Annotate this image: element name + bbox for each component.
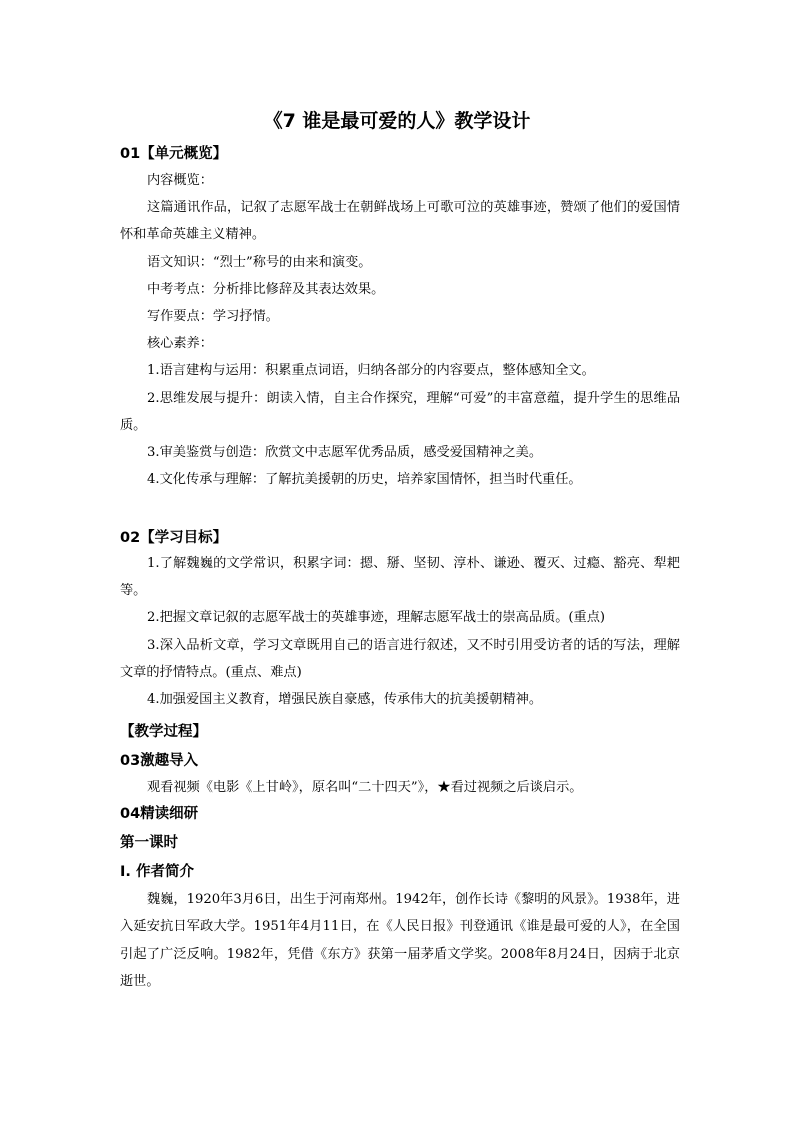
goal-item: 1.了解魏巍的文学常识，积累字词：摁、掰、坚韧、淳朴、谦逊、覆灭、过瘾、豁亮、犁耙等。 xyxy=(120,556,680,599)
section-teaching-process xyxy=(120,722,680,995)
section-heading: 02【学习目标】 xyxy=(120,530,228,546)
core-item: 2.思维发展与提升：朗读入情，自主合作探究，理解“可爱”的丰富意蕴，提升学生的思维品质。 xyxy=(120,390,680,433)
process-heading: 【教学过程】 xyxy=(120,724,207,740)
reading-heading: 04精读细研 xyxy=(120,806,199,823)
core-item: 3.审美鉴赏与创造：欣赏文中志愿军优秀品质，感受爱国精神之美。 xyxy=(147,445,543,461)
lesson-heading: 第一课时 xyxy=(120,835,178,852)
core-item: 1.语言建构与运用：积累重点词语，归纳各部分的内容要点，整体感知全文。 xyxy=(147,363,595,379)
writing-line: 写作要点：学习抒情。 xyxy=(147,309,279,325)
content-paragraph: 这篇通讯作品，记叙了志愿军战士在朝鲜战场上可歌可泣的英雄事迹，赞颂了他们的爱国情怀和革命英雄主义精神。 xyxy=(120,200,680,243)
exam-line: 中考考点：分析排比修辞及其表达效果。 xyxy=(147,281,385,297)
section-unit-overview xyxy=(120,144,680,493)
core-item: 4.文化传承与理解：了解抗美援朝的历史，培养家国情怀，担当时代重任。 xyxy=(147,472,582,488)
goal-item: 4.加强爱国主义教育，增强民族自豪感，传承伟大的抗美援朝精神。 xyxy=(147,692,543,708)
goal-item: 2.把握文章记叙的志愿军战士的英雄事迹，理解志愿军战士的崇高品质。(重点) xyxy=(147,610,606,626)
goal-item: 3.深入品析文章，学习文章既用自己的语言进行叙述，又不时引用受访者的话的写法，理解文章的抒情特点。(重点、难点) xyxy=(120,637,680,680)
author-intro-heading: Ⅰ. 作者简介 xyxy=(120,864,194,881)
intro-text: 观看视频《电影《上甘岭》，原名叫“二十四天”》，★看过视频之后谈启示。 xyxy=(147,780,583,795)
section-learning-goals xyxy=(120,528,680,713)
intro-heading: 03激趣导入 xyxy=(120,753,199,769)
knowledge-line: 语文知识：“烈士”称号的由来和演变。 xyxy=(147,254,372,270)
document-title: 《7 谁是最可爱的人》教学设计 xyxy=(263,110,531,132)
content-label: 内容概览： xyxy=(147,173,213,188)
core-label: 核心素养： xyxy=(147,336,213,352)
author-bio: 魏巍，1920年3月6日，出生于河南郑州。1942年，创作长诗《黎明的风景》。1938年，进入延安抗日军政大学。1951年4月11日，在《人民日报》刊登通讯《谁是最可爱的人》，在全国引起了广泛反响。1982年，凭借《东方》获第一届茅盾文学奖。2008年8月24日，因病于北京逝世。 xyxy=(120,892,680,989)
section-heading: 01【单元概览】 xyxy=(120,146,228,162)
